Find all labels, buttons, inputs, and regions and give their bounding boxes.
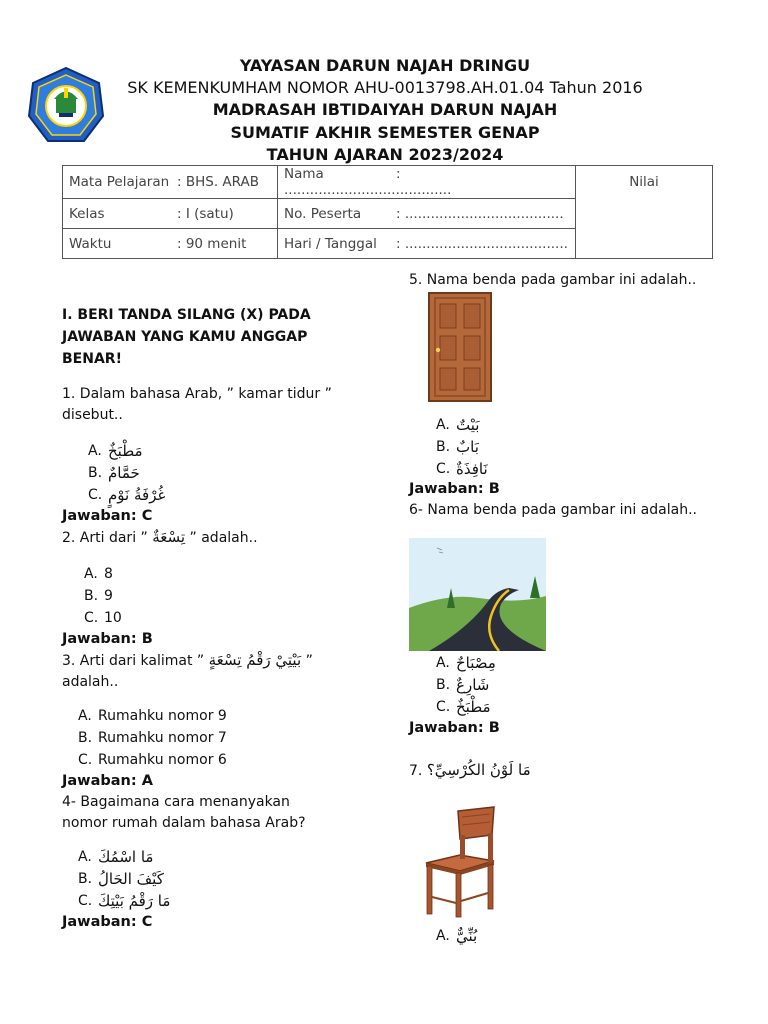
- section-instruction: I. BERI TANDA SILANG (X) PADA JAWABAN YANG KAMU ANGGAP BENAR!: [62, 307, 311, 367]
- student-info-table: [62, 165, 713, 259]
- time-value: : 90 menit: [177, 235, 247, 252]
- q5-option-a[interactable]: A. بَيْتٌ: [436, 415, 480, 434]
- time-label: Waktu: [69, 235, 112, 252]
- q3-option-a[interactable]: A. Rumahku nomor 9: [78, 707, 227, 724]
- q4-option-c[interactable]: C. مَا رَقْمُ بَيْتِكَ: [78, 891, 171, 910]
- chair-image: [420, 805, 500, 919]
- q3-option-b[interactable]: B. Rumahku nomor 7: [78, 729, 227, 746]
- question-3: 3. Arti dari kalimat ” بَيْتِيْ رَقْمُ تِسْعَةٍ ”: [62, 651, 313, 669]
- name-label: Nama: [284, 166, 324, 182]
- q5-option-b[interactable]: B. بَابٌ: [436, 437, 479, 456]
- question-1-options: [62, 440, 332, 506]
- road-image: [409, 538, 546, 651]
- question-6-options: [436, 652, 636, 718]
- q1-option-a[interactable]: A. مَطْبَخٌ: [88, 441, 143, 460]
- q6-option-c[interactable]: C. مَطْبَخٌ: [436, 697, 491, 716]
- class-cell: [63, 199, 278, 229]
- q6-option-b[interactable]: B. شَارِعٌ: [436, 675, 490, 694]
- q3-option-c[interactable]: C. Rumahku nomor 6: [78, 751, 227, 768]
- question-3-cont: adalah..: [62, 674, 119, 690]
- decree-number: SK KEMENKUMHAM NOMOR AHU-0013798.AH.01.04 Tahun 2016: [127, 78, 643, 97]
- q6-option-a[interactable]: A. مِصْبَاحٌ: [436, 653, 496, 672]
- subject-label: Mata Pelajaran: [69, 174, 170, 190]
- participant-label: No. Peserta: [284, 205, 362, 222]
- date-field[interactable]: : ......................................: [396, 235, 568, 252]
- door-image: [428, 292, 492, 402]
- q4-option-b[interactable]: B. كَيْفَ الحَالُ: [78, 869, 164, 888]
- question-3-options: [62, 705, 332, 771]
- participant-cell[interactable]: [278, 199, 576, 229]
- question-5-options: [436, 414, 636, 480]
- class-value: : I (satu): [177, 205, 234, 222]
- q1-option-b[interactable]: B. حَمَّامٌ: [88, 463, 140, 482]
- q3-answer: Jawaban: A: [62, 773, 153, 789]
- q2-option-c[interactable]: C. 10: [84, 609, 122, 626]
- question-2-options: [62, 563, 332, 629]
- name-field[interactable]: : .......................................: [284, 166, 452, 198]
- q6-answer-block: [409, 718, 739, 739]
- question-7: 7. مَا لَوْنُ الكُرْسِيِّ؟: [409, 761, 531, 779]
- exam-title: SUMATIF AKHIR SEMESTER GENAP: [230, 123, 540, 142]
- right-column: [409, 270, 729, 291]
- q5-answer-block: [409, 479, 739, 521]
- question-2: 2. Arti dari ” تِسْعَةٌ ” adalah..: [62, 528, 258, 546]
- question-1: 1. Dalam bahasa Arab, ” kamar tidur ” disebut..: [62, 386, 332, 423]
- name-cell[interactable]: [278, 166, 576, 199]
- time-cell: [63, 229, 278, 259]
- q4-answer: Jawaban: C: [62, 914, 153, 930]
- q6-answer: Jawaban: B: [409, 720, 500, 736]
- academic-year: TAHUN AJARAN 2023/2024: [266, 145, 504, 164]
- q5-answer: Jawaban: B: [409, 481, 500, 497]
- question-4: 4- Bagaimana cara menanyakan nomor rumah dalam bahasa Arab?: [62, 794, 306, 831]
- q7-option-a[interactable]: A. بُنِّيٌّ: [436, 926, 478, 945]
- school-name: MADRASAH IBTIDAIYAH DARUN NAJAH: [212, 100, 558, 119]
- question-7-options: [436, 925, 636, 947]
- question-4-options: [62, 846, 332, 912]
- q2-option-a[interactable]: A. 8: [84, 565, 113, 582]
- date-cell[interactable]: [278, 229, 576, 259]
- q5-option-c[interactable]: C. نَافِذَةٌ: [436, 459, 488, 478]
- question-6: 6- Nama benda pada gambar ini adalah..: [409, 502, 697, 518]
- q2-answer: Jawaban: B: [62, 631, 153, 647]
- score-label: Nilai: [629, 174, 659, 190]
- subject-cell: [63, 166, 278, 199]
- q2-option-b[interactable]: B. 9: [84, 587, 113, 604]
- q1-answer: Jawaban: C: [62, 508, 153, 524]
- foundation-name: YAYASAN DARUN NAJAH DRINGU: [239, 56, 531, 75]
- school-logo: [26, 66, 106, 146]
- question-5: 5. Nama benda pada gambar ini adalah..: [409, 272, 697, 288]
- q4-option-a[interactable]: A. مَا اسْمُكَ: [78, 847, 154, 866]
- date-label: Hari / Tanggal: [284, 235, 377, 252]
- q1-option-c[interactable]: C. غُرْفَةُ نَوْمٍ: [88, 485, 166, 504]
- class-label: Kelas: [69, 205, 105, 222]
- subject-value: : BHS. ARAB: [177, 174, 259, 190]
- participant-field[interactable]: : .....................................: [396, 205, 564, 222]
- left-column: [62, 304, 332, 933]
- score-cell[interactable]: [576, 166, 713, 259]
